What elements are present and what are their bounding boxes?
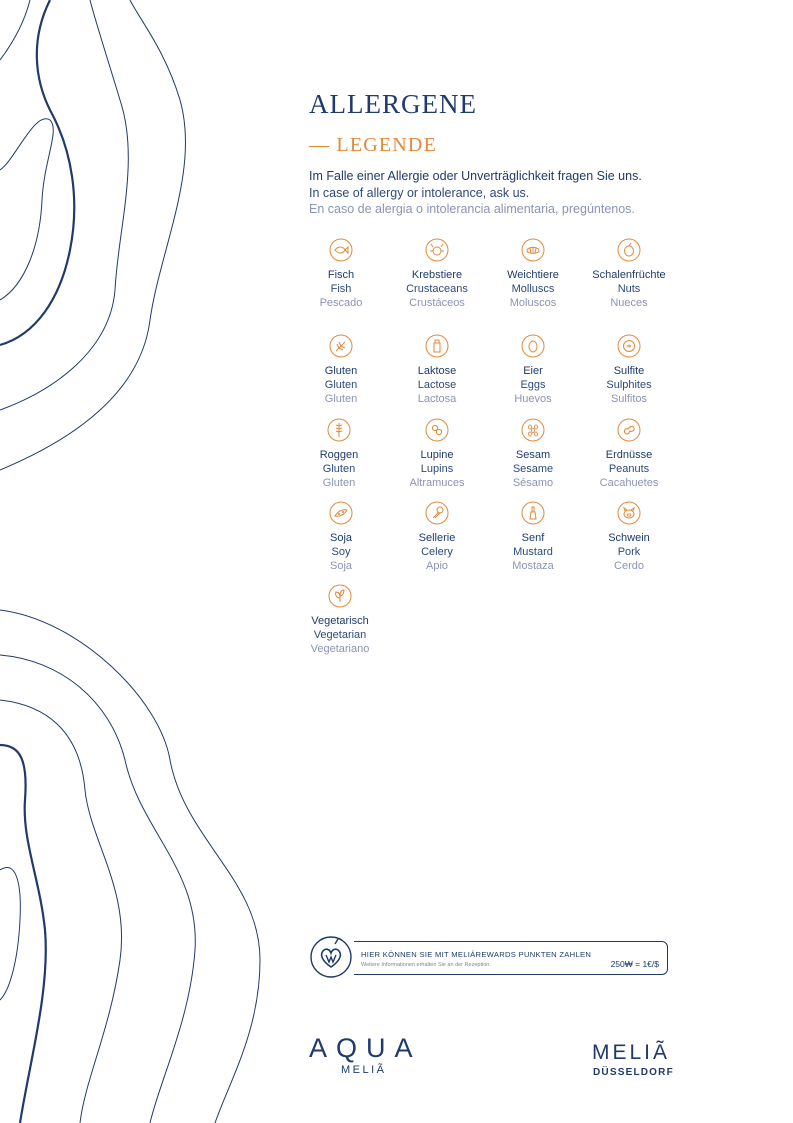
allergen-vegetarian xyxy=(292,584,388,656)
allergen-lactose xyxy=(389,334,485,406)
allergen-label-de: Sesam xyxy=(515,449,551,461)
allergen-label-en: Lupins xyxy=(420,463,454,475)
allergen-label-de: Weichtiere xyxy=(507,269,559,281)
allergen-label-es: Altramuces xyxy=(409,477,465,489)
allergen-label-es: Lactosa xyxy=(417,393,457,405)
allergen-label-en: Fish xyxy=(330,283,352,295)
allergen-label-en: Crustaceans xyxy=(406,283,468,295)
sesame-icon xyxy=(521,418,545,442)
allergen-label-de: Roggen xyxy=(319,449,359,461)
allergen-label-es: Apio xyxy=(425,560,449,572)
meliarewards-banner xyxy=(309,941,668,975)
lactose-icon xyxy=(425,334,449,358)
allergen-label-es: Gluten xyxy=(324,393,358,405)
rewards-headline: HIER KÖNNEN SIE MIT MELIÁREWARDS PUNKTEN ZAHLEN xyxy=(361,950,592,959)
allergen-pork xyxy=(581,501,677,573)
allergen-label-de: Erdnüsse xyxy=(605,449,653,461)
allergen-label-en: Molluscs xyxy=(511,283,555,295)
intro-text xyxy=(309,168,709,218)
pig-icon xyxy=(617,501,641,525)
allergen-eggs xyxy=(485,334,581,406)
allergen-label-de: Eier xyxy=(523,365,543,377)
egg-icon xyxy=(521,334,545,358)
allergen-fish xyxy=(293,238,389,310)
meliarewards-logo-icon xyxy=(308,934,354,980)
allergen-label-es: Vegetariano xyxy=(310,643,370,655)
allergen-label-en: Gluten xyxy=(322,463,356,475)
allergen-label-en: Sulphites xyxy=(606,379,652,391)
allergen-soy xyxy=(293,501,389,573)
allergen-celery xyxy=(389,501,485,573)
allergen-label-en: Gluten xyxy=(324,379,358,391)
allergen-label-de: Vegetarisch xyxy=(311,615,369,627)
nut-icon xyxy=(617,238,641,262)
page-subtitle: — LEGENDE xyxy=(309,134,437,156)
allergen-label-en: Mustard xyxy=(513,546,553,558)
melia-dusseldorf-logo xyxy=(592,1041,674,1078)
allergen-label-es: Pescado xyxy=(319,297,363,309)
allergen-label-es: Huevos xyxy=(514,393,552,405)
soy-icon xyxy=(329,501,353,525)
lupin-icon xyxy=(425,418,449,442)
gluten-icon xyxy=(329,334,353,358)
allergen-crustaceans xyxy=(389,238,485,310)
celery-icon xyxy=(425,501,449,525)
melia-wordmark: MELIÃ xyxy=(592,1041,671,1064)
allergen-sesame xyxy=(485,418,581,490)
allergen-label-en: Nuts xyxy=(617,283,641,295)
allergen-label-de: Sellerie xyxy=(418,532,456,544)
allergen-label-en: Eggs xyxy=(520,379,546,391)
intro-es: En caso de alergia o intolerancia alimentaria, pregúntenos. xyxy=(309,202,635,216)
allergen-label-es: Sulfitos xyxy=(610,393,648,405)
allergen-label-de: Gluten xyxy=(324,365,358,377)
allergen-label-en: Peanuts xyxy=(608,463,650,475)
allergen-label-en: Lactose xyxy=(417,379,457,391)
allergen-label-de: Soja xyxy=(329,532,353,544)
allergen-label-es: Gluten xyxy=(322,477,356,489)
peanut-icon xyxy=(617,418,641,442)
allergen-gluten xyxy=(293,334,389,406)
allergen-label-es: Crustáceos xyxy=(409,297,465,309)
city-wordmark: DÜSSELDORF xyxy=(593,1067,674,1078)
allergen-label-de: Senf xyxy=(521,532,545,544)
mollusc-icon xyxy=(521,238,545,262)
allergen-label-de: Krebstiere xyxy=(411,269,463,281)
intro-de: Im Falle einer Allergie oder Unverträglichkeit fragen Sie uns. xyxy=(309,169,642,183)
allergen-label-en: Pork xyxy=(617,546,641,558)
allergen-label-es: Cerdo xyxy=(614,560,644,572)
allergen-molluscs xyxy=(485,238,581,310)
allergen-peanuts xyxy=(581,418,677,490)
sulphite-icon xyxy=(617,334,641,358)
allergen-label-de: Sulfite xyxy=(613,365,645,377)
allergen-label-en: Vegetarian xyxy=(313,629,367,641)
crustacean-icon xyxy=(425,238,449,262)
allergen-label-es: Moluscos xyxy=(509,297,557,309)
rewards-rate: 250₩ = 1€/$ xyxy=(610,959,659,969)
allergen-label-de: Schwein xyxy=(608,532,650,544)
allergen-label-es: Nueces xyxy=(610,297,648,309)
allergen-label-es: Soja xyxy=(329,560,353,572)
allergen-lupins xyxy=(389,418,485,490)
allergen-label-de: Schalenfrüchte xyxy=(592,269,666,281)
allergen-label-de: Laktose xyxy=(417,365,457,377)
allergen-nuts xyxy=(581,238,677,310)
intro-en: In case of allergy or intolerance, ask us. xyxy=(309,185,530,200)
aqua-sub-wordmark: MELIÃ xyxy=(341,1064,387,1076)
mustard-icon xyxy=(521,501,545,525)
aqua-wordmark: AQUA xyxy=(309,1033,422,1063)
allergen-mustard xyxy=(485,501,581,573)
allergen-label-es: Mostaza xyxy=(512,560,554,572)
rewards-info: Weitere Informationen erhalten Sie an der Rezeption. xyxy=(361,962,491,968)
allergen-label-en: Soy xyxy=(331,546,351,558)
allergen-label-de: Fisch xyxy=(327,269,355,281)
allergen-label-es: Sésamo xyxy=(512,477,554,489)
aqua-melia-logo xyxy=(309,1033,425,1076)
page-title: ALLERGENE xyxy=(309,89,477,119)
allergen-rye xyxy=(291,418,387,490)
allergen-label-de: Lupine xyxy=(420,449,454,461)
allergen-label-es: Cacahuetes xyxy=(599,477,659,489)
rye-icon xyxy=(327,418,351,442)
allergen-label-en: Celery xyxy=(421,546,453,558)
allergen-sulphites xyxy=(581,334,677,406)
fish-icon xyxy=(329,238,353,262)
allergen-label-en: Sesame xyxy=(512,463,554,475)
vegetarian-icon xyxy=(328,584,352,608)
